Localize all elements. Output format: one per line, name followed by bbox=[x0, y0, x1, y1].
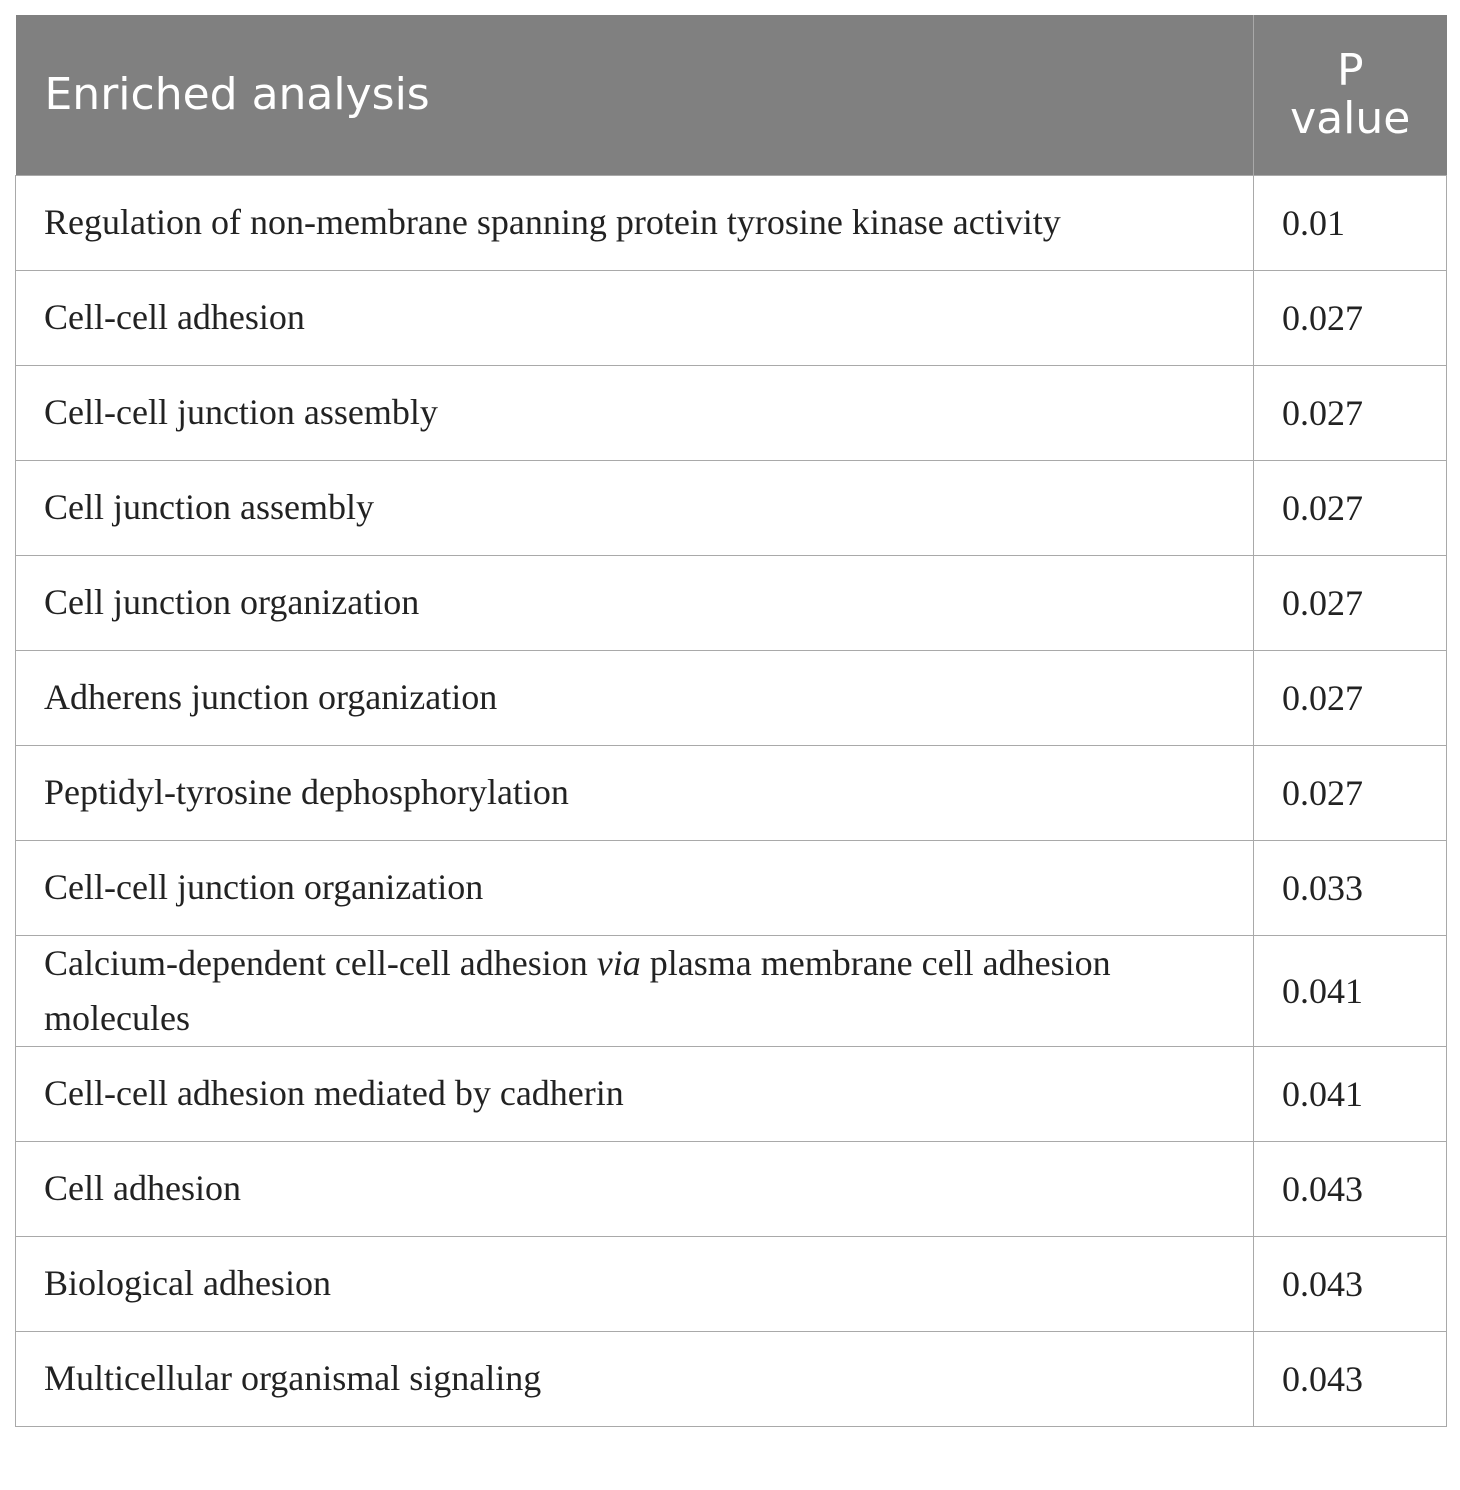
row-analysis: Cell adhesion bbox=[16, 1141, 1254, 1236]
row-p-value: 0.027 bbox=[1254, 745, 1447, 840]
header-enriched-analysis: Enriched analysis bbox=[16, 15, 1254, 175]
row-analysis: Biological adhesion bbox=[16, 1236, 1254, 1331]
row-p-value: 0.027 bbox=[1254, 460, 1447, 555]
row-analysis: Cell junction assembly bbox=[16, 460, 1254, 555]
header-p-value bbox=[1254, 15, 1447, 175]
table-row bbox=[16, 1331, 1447, 1426]
row-p-value: 0.027 bbox=[1254, 270, 1447, 365]
header-p-line1: P bbox=[1336, 44, 1364, 96]
row-analysis: Peptidyl-tyrosine dephosphorylation bbox=[16, 745, 1254, 840]
table-row bbox=[16, 175, 1447, 270]
row-analysis: Multicellular organismal signaling bbox=[16, 1331, 1254, 1426]
table-row bbox=[16, 1141, 1447, 1236]
row-analysis-part2: plasma membrane cell adhesion molecules bbox=[44, 942, 1111, 1038]
row-p-value: 0.043 bbox=[1254, 1141, 1447, 1236]
row-analysis: Cell-cell junction organization bbox=[16, 840, 1254, 935]
row-p-value: 0.027 bbox=[1254, 650, 1447, 745]
enrichment-table bbox=[15, 15, 1447, 1427]
table-row bbox=[16, 935, 1447, 1046]
row-analysis-part1: Calcium-dependent cell-cell adhesion bbox=[44, 942, 597, 983]
table-body bbox=[16, 175, 1447, 1426]
row-analysis: Cell junction organization bbox=[16, 555, 1254, 650]
header-p-line2: value bbox=[1290, 92, 1411, 144]
row-p-value: 0.01 bbox=[1254, 175, 1447, 270]
row-p-value: 0.041 bbox=[1254, 1046, 1447, 1141]
table-row bbox=[16, 840, 1447, 935]
row-analysis: Cell-cell junction assembly bbox=[16, 365, 1254, 460]
table-row bbox=[16, 1236, 1447, 1331]
table-row bbox=[16, 650, 1447, 745]
table-row bbox=[16, 555, 1447, 650]
row-p-value: 0.033 bbox=[1254, 840, 1447, 935]
row-p-value: 0.041 bbox=[1254, 935, 1447, 1046]
table-row bbox=[16, 745, 1447, 840]
row-analysis bbox=[16, 935, 1254, 1046]
row-analysis-italic: via bbox=[596, 942, 641, 983]
table-row bbox=[16, 270, 1447, 365]
header-row bbox=[16, 15, 1447, 175]
row-p-value: 0.043 bbox=[1254, 1331, 1447, 1426]
row-p-value: 0.043 bbox=[1254, 1236, 1447, 1331]
row-analysis: Regulation of non-membrane spanning protein tyrosine kinase activity bbox=[16, 175, 1254, 270]
row-analysis: Adherens junction organization bbox=[16, 650, 1254, 745]
row-analysis: Cell-cell adhesion bbox=[16, 270, 1254, 365]
table-header bbox=[16, 15, 1447, 175]
row-analysis: Cell-cell adhesion mediated by cadherin bbox=[16, 1046, 1254, 1141]
table-row bbox=[16, 460, 1447, 555]
row-p-value: 0.027 bbox=[1254, 555, 1447, 650]
table-row bbox=[16, 1046, 1447, 1141]
table-row bbox=[16, 365, 1447, 460]
row-p-value: 0.027 bbox=[1254, 365, 1447, 460]
